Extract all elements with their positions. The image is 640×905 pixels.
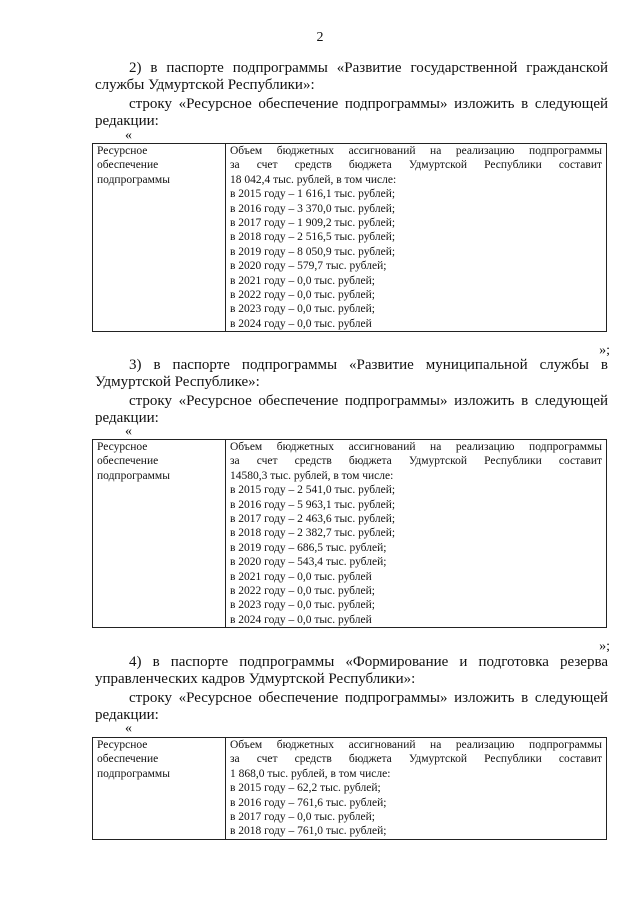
year-amount: в 2017 году – 0,0 тыс. рублей; <box>230 811 375 824</box>
section-2-close-quote: »; <box>599 343 610 358</box>
year-amount: в 2015 году – 62,2 тыс. рублей; <box>230 782 381 795</box>
year-amount: в 2023 году – 0,0 тыс. рублей; <box>230 599 375 612</box>
section-3-open-quote: « <box>125 424 132 439</box>
funding-total-line: Объем бюджетных ассигнований на реализацию подпрограммы <box>230 441 602 453</box>
label-line: подпрограммы <box>97 173 170 186</box>
year-amount: в 2016 году – 761,6 тыс. рублей; <box>230 796 387 809</box>
page-number: 2 <box>316 30 324 45</box>
year-amount: в 2015 году – 1 616,1 тыс. рублей; <box>230 188 396 201</box>
year-amount: в 2022 году – 0,0 тыс. рублей; <box>230 585 375 598</box>
section-2-instruction-line-2: редакции: <box>95 113 159 129</box>
table-row <box>93 440 607 628</box>
resource-value-cell <box>226 144 607 332</box>
year-amount: в 2017 году – 2 463,6 тыс. рублей; <box>230 513 396 526</box>
year-amount: в 2018 году – 2 516,5 тыс. рублей; <box>230 231 396 244</box>
section-2-open-quote: « <box>125 128 132 143</box>
table-row <box>93 738 607 840</box>
year-amount: в 2021 году – 0,0 тыс. рублей <box>230 570 372 583</box>
resource-label-cell <box>93 144 226 332</box>
label-line: Ресурсное <box>97 441 148 453</box>
funding-total-line: 14580,3 тыс. рублей, в том числе: <box>230 469 394 482</box>
section-2-instruction <box>95 96 608 130</box>
section-4-intro-line-2: управленческих кадров Удмуртской Республики»: <box>95 671 416 687</box>
section-3-intro-line-1: 3) в паспорте подпрограммы «Развитие муниципальной службы в <box>129 357 608 373</box>
section-2-instruction-line-1: строку «Ресурсное обеспечение подпрограммы» изложить в следующей <box>129 96 608 112</box>
resource-value-cell <box>226 440 607 628</box>
resource-label-cell <box>93 440 226 628</box>
label-line: обеспечение <box>97 159 159 172</box>
year-amount: в 2020 году – 543,4 тыс. рублей; <box>230 556 387 569</box>
section-3-instruction-line-2: редакции: <box>95 410 159 426</box>
section-4-resource-table <box>92 737 607 840</box>
year-amount: в 2015 году – 2 541,0 тыс. рублей; <box>230 484 396 497</box>
section-4-instruction <box>95 690 608 724</box>
year-amount: в 2016 году – 3 370,0 тыс. рублей; <box>230 202 396 215</box>
funding-total-line: за счет средств бюджета Удмуртской Республики составит <box>230 159 602 172</box>
year-amount: в 2022 году – 0,0 тыс. рублей; <box>230 289 375 302</box>
section-3-resource-table <box>92 439 607 628</box>
label-line: обеспечение <box>97 455 159 468</box>
year-amount: в 2021 году – 0,0 тыс. рублей; <box>230 274 375 287</box>
section-4-intro <box>95 654 608 688</box>
label-line: Ресурсное <box>97 739 148 751</box>
section-2-intro-line-1: 2) в паспорте подпрограммы «Развитие государственной гражданской <box>129 60 608 76</box>
year-amount: в 2016 году – 5 963,1 тыс. рублей; <box>230 498 396 511</box>
section-2-intro-line-2: службы Удмуртской Республики»: <box>95 77 315 93</box>
year-amount: в 2019 году – 8 050,9 тыс. рублей; <box>230 245 396 258</box>
section-3-intro <box>95 357 608 391</box>
section-2-intro <box>95 60 608 94</box>
year-amount: в 2019 году – 686,5 тыс. рублей; <box>230 541 387 554</box>
section-4-intro-line-1: 4) в паспорте подпрограммы «Формирование и подготовка резерва <box>129 654 608 670</box>
label-line: подпрограммы <box>97 469 170 482</box>
section-3-instruction <box>95 393 608 427</box>
section-3-instruction-line-1: строку «Ресурсное обеспечение подпрограммы» изложить в следующей <box>129 393 608 409</box>
funding-total-line: Объем бюджетных ассигнований на реализацию подпрограммы <box>230 145 602 157</box>
funding-total-line: 1 868,0 тыс. рублей, в том числе: <box>230 767 391 780</box>
resource-value-cell <box>226 738 607 840</box>
resource-label-cell <box>93 738 226 840</box>
label-line: обеспечение <box>97 753 159 766</box>
funding-total-line: за счет средств бюджета Удмуртской Республики составит <box>230 455 602 468</box>
section-4-instruction-line-1: строку «Ресурсное обеспечение подпрограммы» изложить в следующей <box>129 690 608 706</box>
year-amount: в 2023 году – 0,0 тыс. рублей; <box>230 303 375 316</box>
year-amount: в 2024 году – 0,0 тыс. рублей <box>230 317 372 330</box>
funding-total-line: Объем бюджетных ассигнований на реализацию подпрограммы <box>230 739 602 751</box>
section-3-intro-line-2: Удмуртской Республике»: <box>95 374 260 390</box>
year-amount: в 2020 году – 579,7 тыс. рублей; <box>230 260 387 273</box>
section-4-instruction-line-2: редакции: <box>95 707 159 723</box>
table-row <box>93 144 607 332</box>
year-amount: в 2018 году – 2 382,7 тыс. рублей; <box>230 527 396 540</box>
label-line: Ресурсное <box>97 145 148 157</box>
funding-total-line: 18 042,4 тыс. рублей, в том числе: <box>230 173 397 186</box>
funding-total-line: за счет средств бюджета Удмуртской Республики составит <box>230 753 602 766</box>
year-amount: в 2018 году – 761,0 тыс. рублей; <box>230 825 387 838</box>
year-amount: в 2024 году – 0,0 тыс. рублей <box>230 613 372 626</box>
section-4-open-quote: « <box>125 721 132 736</box>
section-2-resource-table <box>92 143 607 332</box>
label-line: подпрограммы <box>97 767 170 780</box>
section-3-close-quote: »; <box>599 639 610 654</box>
year-amount: в 2017 году – 1 909,2 тыс. рублей; <box>230 217 396 230</box>
